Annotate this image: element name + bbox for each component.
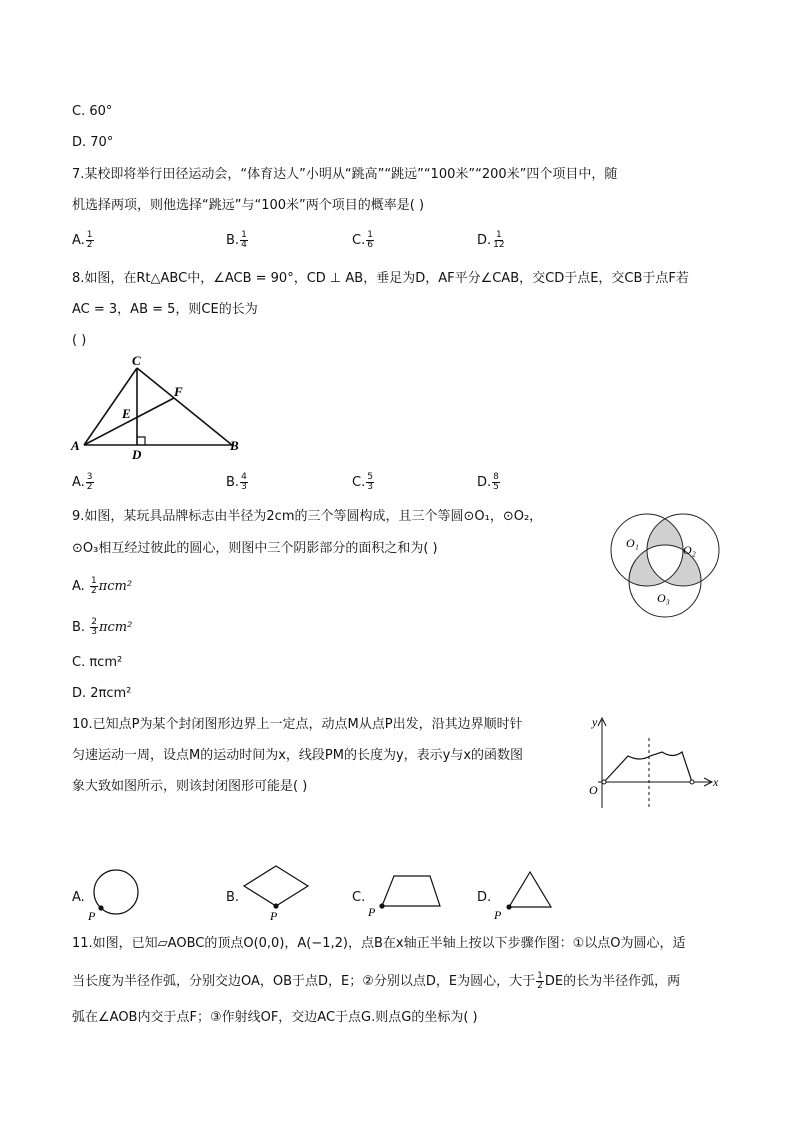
q10-option-a-letter: A. [72,890,85,905]
q7-option-d: D. $\frac{1}{12}$ [477,230,505,250]
q10-option-b-rhombus-figure [238,862,318,922]
q8-option-a: A. $\frac{3}{2}$ [72,472,93,492]
q9-option-c: C. πcm² [72,655,123,670]
q9-label-o1: O₁ [626,536,639,550]
q8-option-d: D. $\frac{8}{5}$ [477,472,499,492]
q10-option-a-circle-figure [84,866,148,922]
q8-label-f: F [174,384,183,399]
q10-option-d-triangle-figure [490,866,560,922]
q7-option-c: C. $\frac{1}{6}$ [352,230,373,250]
q10-option-c-trapezoid-figure [364,868,448,920]
q8-triangle-figure [66,352,256,464]
q10-stem-line2: 匀速运动一周，设点M的运动时间为x，线段PM的长度为y，表示y与x的函数图 [72,748,524,763]
q8-option-c: C. $\frac{5}{3}$ [352,472,373,492]
q9-option-b: B. $\frac{2}{3}$ πcm² [72,617,133,637]
q8-stem-line2: AC = 3，AB = 5，则CE的长为 [72,302,258,317]
q9-option-d: D. 2πcm² [72,686,132,701]
q8-label-c: C [132,353,141,368]
q6-option-d: D. 70° [72,135,114,150]
q8-label-a: A [71,438,80,453]
q10-stem-line1: 10.已知点P为某个封闭图形边界上一定点，动点M从点P出发，沿其边界顺时针 [72,717,523,732]
q7-stem-line2: 机选择两项，则他选择“跳远”与“100米”两个项目的概率是( ) [72,198,425,213]
q11-stem-line1: 11.如图，已知▱AOBC的顶点O(0,0)，A(−1,2)，点B在x轴正半轴上按以下步骤作图：①以点O为圆心，适 [72,936,686,951]
q7-option-a: A. $\frac{1}{2}$ [72,230,93,250]
q10-option-b-letter: B. [226,890,240,905]
q10-option-d-p: P [494,908,502,922]
q9-option-a: A. $\frac{1}{2}$ πcm² [72,576,133,596]
q8-stem-line1: 8.如图，在Rt△ABC中，∠ACB = 90°，CD ⊥ AB，垂足为D，AF平分∠CAB，交CD于点E，交CB于点F若 [72,271,689,286]
q10-stem-line3: 象大致如图所示，则该封闭图形可能是( ) [72,779,308,794]
q8-label-b: B [230,438,239,453]
q10-option-c-p: P [368,905,376,919]
q10-graph-label-y: y [592,715,598,729]
q8-option-b: B. $\frac{4}{3}$ [226,472,247,492]
q7-option-b: B. $\frac{1}{4}$ [226,230,247,250]
q9-label-o3: O₃ [657,591,670,605]
q10-option-d-letter: D. [477,890,492,905]
q9-three-circles-figure [600,510,730,626]
q11-stem-line3: 弧在∠AOB内交于点F；③作射线OF，交边AC于点G.则点G的坐标为( ) [72,1010,478,1025]
q9-stem-line2: ⊙O₃相互经过彼此的圆心，则图中三个阴影部分的面积之和为( ) [72,541,438,556]
q9-label-o2: O₂ [683,543,696,557]
q11-stem-line2: 当长度为半径作弧，分别交边OA，OB于点D，E；②分别以点D，E为圆心，大于 $\frac{1}{2}$ DE的长为半径作弧，两 [72,971,681,991]
q10-function-graph [582,714,724,812]
q10-option-b-p: P [270,909,278,922]
q8-label-d: D [132,447,142,462]
q6-option-c: C. 60° [72,104,113,119]
q10-graph-label-o: O [589,783,598,797]
q10-graph-label-x: x [713,775,719,789]
q8-label-e: E [122,406,131,421]
q7-stem-line1: 7.某校即将举行田径运动会，“体育达人”小明从“跳高”“跳远”“100米”“200米”四个项目中，随 [72,167,618,182]
q9-stem-line1: 9.如图，某玩具品牌标志由半径为2cm的三个等圆构成，且三个等圆⊙O₁，⊙O₂， [72,509,543,524]
q10-option-c-letter: C. [352,890,366,905]
q8-stem-line3: ( ) [72,333,87,348]
q10-option-a-p: P [88,909,96,922]
